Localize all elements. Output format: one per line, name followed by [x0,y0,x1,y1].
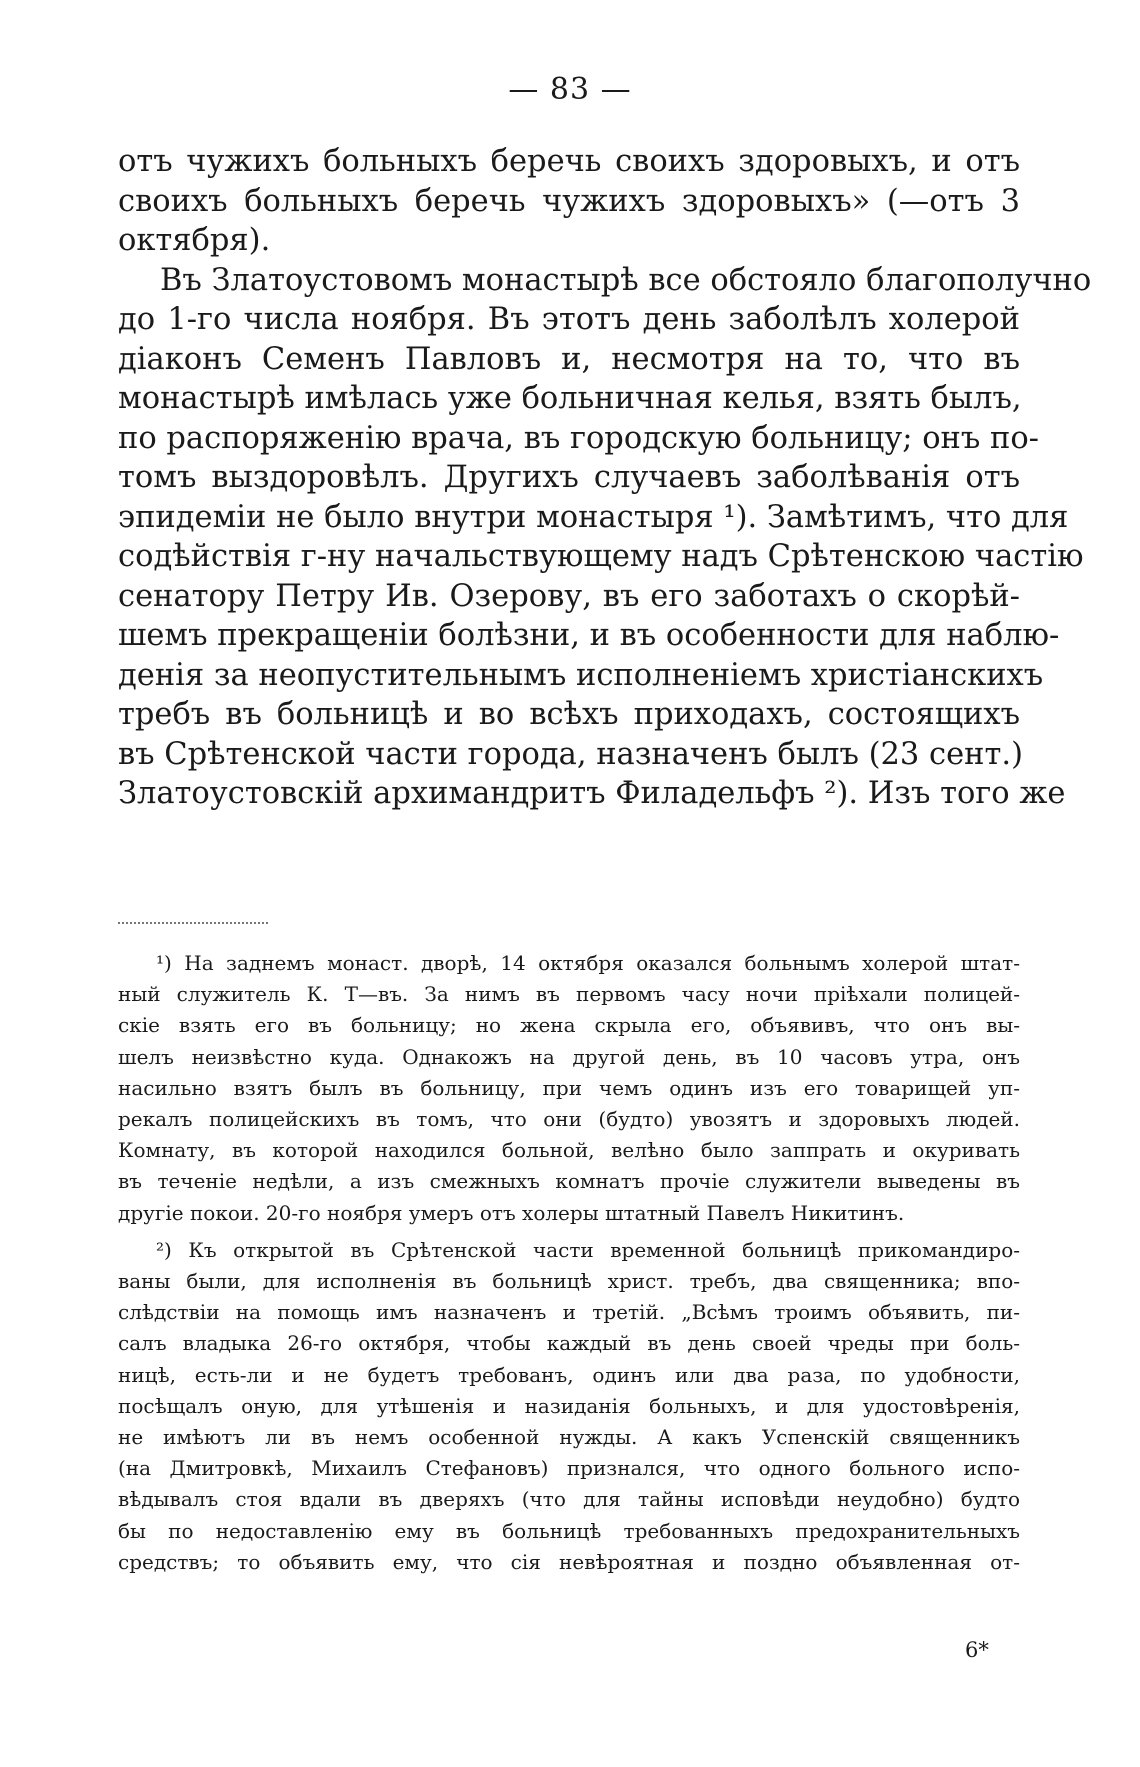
text-line: по распоряженію врача, въ городскую больницу; онъ по- [118,420,1039,456]
text-line: до 1-го числа ноября. Въ этотъ день заболѣлъ холерой [118,302,1020,337]
footnote-line: Комнату, въ которой находился больной, велѣно было заппрать и окуривать [118,1138,1020,1163]
text-line: монастырѣ имѣлась уже больничная келья, взять былъ, [118,381,1022,416]
footnote-line: ¹) На заднемъ монаст. дворѣ, 14 октября оказался больнымъ холерой штат- [156,951,1020,975]
text-line: Златоустовскій архимандритъ Филадельфъ ²). Изъ того же [118,776,1066,811]
footnote-line: другіе покои. 20-го ноября умеръ отъ холеры штатный Павелъ Никитинъ. [118,1200,905,1225]
text-line: сенатору Петру Ив. Озерову, въ его заботахъ о скорѣй- [118,578,1020,614]
text-line: своихъ больныхъ беречь чужихъ здоровыхъ» (—отъ 3 [118,183,1020,219]
text-line: октября). [118,223,271,258]
footnote-line: скіе взять его въ больницу; но жена скрыла его, объявивъ, что онъ вы- [118,1013,1020,1038]
text-line: діаконъ Семенъ Павловъ и, несмотря на то, что въ [118,341,1020,377]
footnote-line: (на Дмитровкѣ, Михаилъ Стефановъ) признался, что одного больного испо- [118,1456,1020,1481]
text-line: отъ чужихъ больныхъ беречь своихъ здоровыхъ, и отъ [118,144,1020,179]
footnote-line: въ теченіе недѣли, а изъ смежныхъ комнатъ прочіе служители выведены въ [118,1169,1020,1194]
text-line: шемъ прекращеніи болѣзни, и въ особенности для наблю- [118,618,1060,653]
main-text [118,142,1092,814]
footnote-line: ваны были, для исполненія въ больницѣ христ. требъ, два священника; впо- [118,1269,1020,1294]
printer-signature: 6* [965,1638,989,1662]
text-line: Въ Златоустовомъ монастырѣ все обстояло благополучно [160,262,1092,298]
text-line: содѣйствія г-ну начальствующему надъ Срѣтенскою частію [118,539,1084,574]
page-number: — 83 — [508,72,632,107]
footnotes [118,948,1020,1584]
footnote-line: средствъ; то объявить ему, что сія невѣроятная и поздно объявленная от- [118,1549,1020,1574]
text-line: требъ въ больницѣ и во всѣхъ приходахъ, состоящихъ [118,697,1020,732]
footnote-line: ницѣ, есть-ли и не будетъ требованъ, одинъ или два раза, по удобности, [118,1362,1020,1387]
footnote-line: не имѣютъ ли въ немъ особенной нужды. А какъ Успенскій священникъ [118,1425,1020,1450]
footnote-2 [118,1235,1020,1578]
footnote-line: посѣщалъ оную, для утѣшенія и назиданія больныхъ, и для удостовѣренія, [118,1393,1020,1418]
footnote-line: насильно взятъ былъ въ больницу, при чемъ одинъ изъ его товарищей уп- [118,1075,1020,1100]
footnote-line: салъ владыка 26-го октября, чтобы каждый въ день своей чреды при боль- [118,1331,1020,1356]
footnote-line: рекалъ полицейскихъ въ томъ, что они (будто) увозятъ и здоровыхъ людей. [118,1107,1020,1132]
text-line: эпидеміи не было внутри монастыря ¹). Замѣтимъ, что для [118,499,1069,535]
footnote-line: бы по недоставленію ему въ больницѣ требованныхъ предохранительныхъ [118,1518,1020,1543]
footnote-line: слѣдствіи на помощь имъ назначенъ и третій. „Всѣмъ троимъ объявить, пи- [118,1300,1020,1325]
footnote-line: шелъ неизвѣстно куда. Однакожъ на другой день, въ 10 часовъ утра, онъ [118,1044,1020,1069]
footnote-line: ный служитель К. Т—въ. За нимъ въ первомъ часу ночи пріѣхали полицей- [118,982,1020,1007]
footnote-separator [118,922,268,924]
footnote-line: вѣдывалъ стоя вдали въ дверяхъ (что для тайны исповѣди неудобно) будто [118,1487,1020,1512]
text-line: томъ выздоровѣлъ. Другихъ случаевъ заболѣванія отъ [118,460,1020,495]
footnote-1 [118,948,1020,1229]
paragraph-2 [118,261,1092,814]
footnote-line: ²) Къ открытой въ Срѣтенской части временной больницѣ прикомандиро- [156,1237,1020,1262]
paragraph-1 [118,142,1020,261]
text-line: денія за неопустительнымъ исполненіемъ христіанскихъ [118,657,1044,693]
text-line: въ Срѣтенской части города, назначенъ былъ (23 сент.) [118,736,1023,772]
